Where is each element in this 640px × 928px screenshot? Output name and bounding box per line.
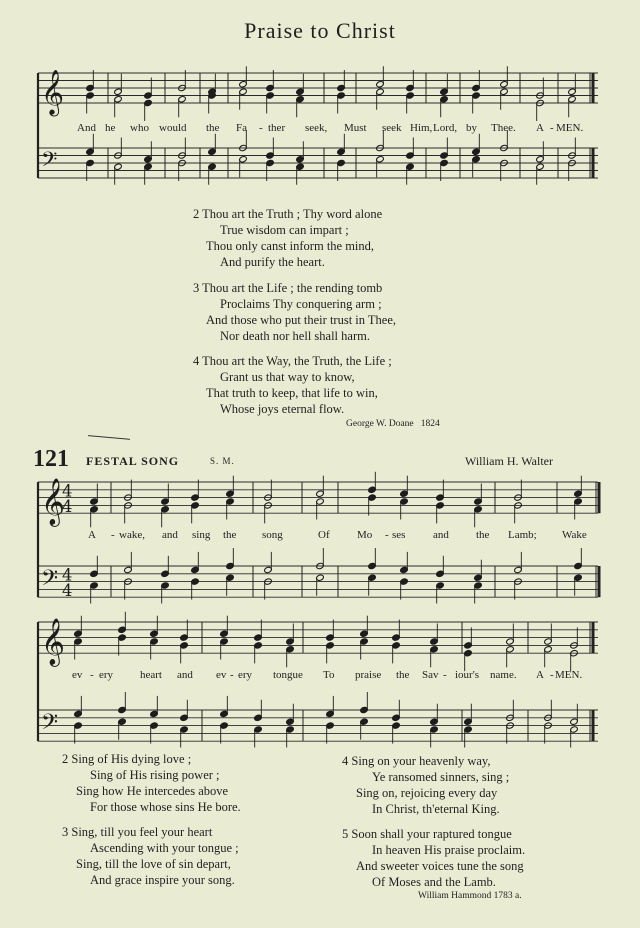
- stanza-line: True wisdom can impart ;: [220, 223, 349, 237]
- lyric-syllable: ther: [268, 122, 286, 134]
- stanza-line: Sing on, rejoicing every day: [356, 786, 498, 800]
- stanza-line: In Christ, th'eternal King.: [372, 802, 500, 816]
- bass-clef: 𝄢: [41, 709, 59, 741]
- stanza-line: Ye ransomed sinners, sing ;: [372, 770, 510, 784]
- stanza-line: For those whose sins He bore.: [90, 800, 241, 814]
- stanza-121-5: [320, 826, 640, 892]
- tune-name: FESTAL SONG: [86, 454, 180, 468]
- stanza-line: Sing, till the love of sin depart,: [76, 857, 231, 871]
- divider: [88, 435, 130, 440]
- lyric-syllable: the: [206, 122, 220, 134]
- meter: S. M.: [210, 456, 235, 466]
- lyric-syllable: name.: [490, 669, 517, 681]
- lyric-syllable: praise: [355, 669, 382, 681]
- lyric-syllable: tongue: [273, 669, 303, 681]
- treble-clef: 𝄞: [41, 70, 65, 115]
- lyric-syllable: Thee.: [491, 122, 516, 134]
- lyric-syllable: by: [466, 122, 477, 134]
- stanza-line: Sing how He intercedes above: [76, 784, 229, 798]
- lyric-syllable: And: [77, 122, 96, 134]
- lyric-syllable: and: [177, 669, 193, 681]
- music-system-121-b: [0, 608, 640, 758]
- lyric-syllable: Wake: [562, 529, 587, 541]
- stanza-line: Of Moses and the Lamb.: [372, 875, 496, 889]
- lyric-syllable: the: [396, 669, 410, 681]
- stanza-120-2: [0, 206, 640, 272]
- stanza-line: 3 Thou art the Life ; the rending tomb: [193, 281, 383, 295]
- bass-clef: 𝄢: [41, 565, 59, 597]
- lyric-syllable: A: [536, 122, 544, 134]
- music-system-120: [0, 0, 640, 200]
- lyric-syllable: the: [476, 529, 490, 541]
- lyric-syllable: -: [550, 669, 554, 681]
- lyric-syllable: ery: [99, 669, 114, 681]
- stanza-line: And grace inspire your song.: [90, 873, 235, 887]
- lyric-syllable: the: [223, 529, 237, 541]
- stanza-line: Grant us that way to know,: [220, 370, 355, 384]
- lyric-syllable: A: [88, 529, 96, 541]
- lyric-syllable: song: [262, 529, 283, 541]
- time-signature: 4: [62, 481, 73, 501]
- lyric-syllable: Lamb;: [508, 529, 537, 541]
- lyric-syllable: ses: [392, 529, 406, 541]
- lyric-syllable: MEN.: [556, 122, 584, 134]
- stanza-120-4: [0, 353, 640, 419]
- lyric-syllable: ev: [216, 669, 227, 681]
- lyric-syllable: Mo: [357, 529, 373, 541]
- lyric-syllable: Lord,: [433, 122, 458, 134]
- lyric-syllable: and: [162, 529, 178, 541]
- lyric-syllable: -: [230, 669, 234, 681]
- time-signature: 4: [62, 581, 73, 601]
- stanza-121-2: [0, 751, 320, 817]
- lyric-syllable: would: [159, 122, 187, 134]
- stanza-line: Proclaims Thy conquering arm ;: [220, 297, 382, 311]
- lyric-syllable: Fa: [236, 122, 247, 134]
- lyric-syllable: ery: [238, 669, 253, 681]
- lyric-syllable: and: [433, 529, 449, 541]
- lyrics-line-121-b: [0, 669, 640, 683]
- stanza-line: Ascending with your tongue ;: [90, 841, 239, 855]
- stanza-line: That truth to keep, that life to win,: [206, 386, 378, 400]
- attribution-120: George W. Doane 1824: [346, 419, 440, 429]
- hymn-number: 121: [33, 446, 69, 472]
- treble-clef: 𝄞: [41, 477, 65, 526]
- stanza-line: 2 Thou art the Truth ; Thy word alone: [193, 207, 383, 221]
- lyric-syllable: -: [90, 669, 94, 681]
- stanza-line: Thou only canst inform the mind,: [206, 239, 375, 253]
- stanza-line: 4 Sing on your heavenly way,: [342, 754, 491, 768]
- time-signature: 4: [62, 497, 73, 517]
- stanza-121-3: [0, 824, 320, 890]
- lyric-syllable: seek,: [305, 122, 328, 134]
- lyric-syllable: Of: [318, 529, 330, 541]
- stanza-line: Nor death nor hell shall harm.: [220, 329, 370, 343]
- composer: William H. Walter: [465, 454, 553, 468]
- lyric-syllable: iour's: [455, 669, 479, 681]
- lyric-syllable: A: [536, 669, 544, 681]
- lyric-syllable: ev: [72, 669, 83, 681]
- stanza-line: 5 Soon shall your raptured tongue: [342, 827, 512, 841]
- lyric-syllable: -: [443, 669, 447, 681]
- page-title: Praise to Christ: [244, 18, 396, 43]
- lyric-syllable: wake,: [119, 529, 145, 541]
- treble-clef: 𝄞: [41, 617, 65, 666]
- lyric-syllable: -: [259, 122, 263, 134]
- stanza-line: 3 Sing, till you feel your heart: [62, 825, 213, 839]
- lyric-syllable: sing: [192, 529, 211, 541]
- lyric-syllable: he: [105, 122, 116, 134]
- lyrics-line-121-a: [0, 529, 640, 543]
- lyric-syllable: Must: [344, 122, 367, 134]
- lyric-syllable: MEN.: [555, 669, 583, 681]
- stanza-121-4: [320, 753, 640, 819]
- lyric-syllable: Him,: [410, 122, 433, 134]
- time-signature: 4: [62, 565, 73, 585]
- lyric-syllable: seek: [382, 122, 402, 134]
- stanza-120-3: [0, 280, 640, 346]
- stanza-line: 4 Thou art the Way, the Truth, the Life ;: [193, 354, 392, 368]
- stanza-line: And those who put their trust in Thee,: [206, 313, 397, 327]
- stanza-line: And purify the heart.: [220, 255, 325, 269]
- music-system-121-a: [0, 470, 640, 620]
- bass-clef: 𝄢: [41, 147, 58, 178]
- stanza-line: Sing of His rising power ;: [90, 768, 220, 782]
- lyrics-line-120: [0, 122, 640, 136]
- lyric-syllable: -: [385, 529, 389, 541]
- lyric-syllable: -: [111, 529, 115, 541]
- stanza-line: 2 Sing of His dying love ;: [62, 752, 192, 766]
- lyric-syllable: Sav: [422, 669, 439, 681]
- stanza-line: And sweeter voices tune the song: [356, 859, 524, 873]
- stanza-line: Whose joys eternal flow.: [220, 402, 345, 416]
- stanza-line: In heaven His praise proclaim.: [372, 843, 526, 857]
- lyric-syllable: To: [323, 669, 335, 681]
- attribution-121: William Hammond 1783 a.: [418, 891, 522, 901]
- lyric-syllable: -: [550, 122, 554, 134]
- lyric-syllable: who: [130, 122, 149, 134]
- lyric-syllable: heart: [140, 669, 162, 681]
